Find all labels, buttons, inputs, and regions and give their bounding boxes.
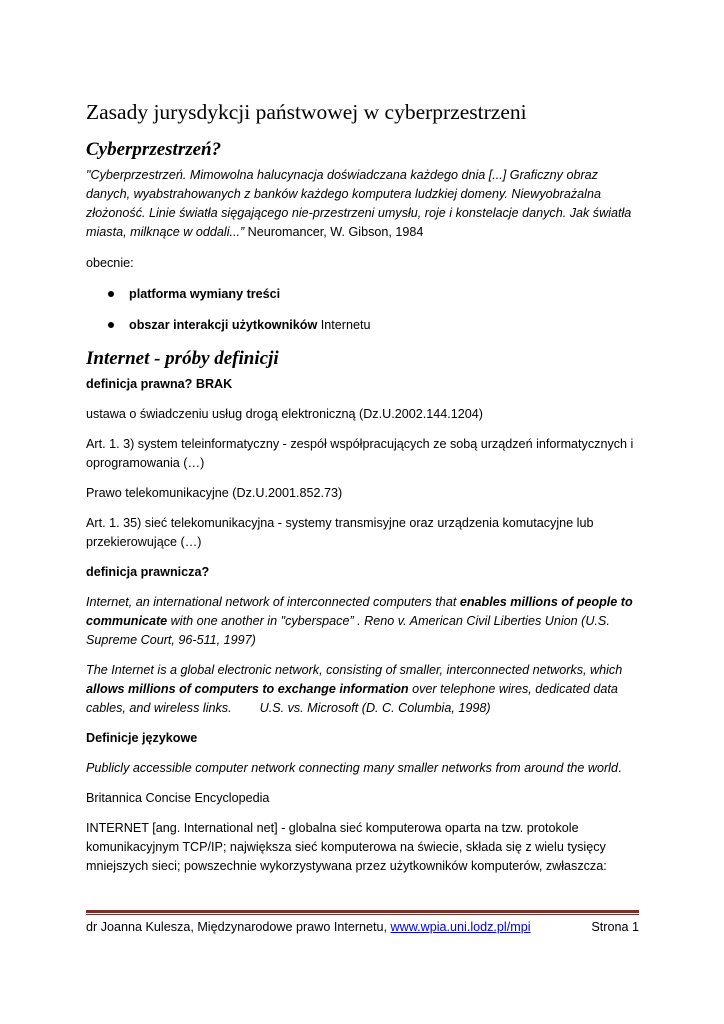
act1-title: ustawa o świadczeniu usług drogą elektroniczną (Dz.U.2002.144.1204) [86,407,483,421]
document-title: Zasady jurysdykcji państwowej w cyberprzestrzeni [86,100,527,124]
linguistic-definitions-label: Definicje językowe [86,731,198,745]
footer-rule [86,910,639,913]
case-microsoft-cite: U.S. vs. Microsoft (D. C. Columbia, 1998) [259,701,491,715]
case-microsoft-post: over telephone wires, dedicated data cables, and wireless links. [86,682,618,715]
legal-definition-label: definicja prawna? BRAK [86,377,233,391]
case-microsoft-pre: The Internet is a global electronic network, consisting of smaller, interconnected networks, which [86,663,623,677]
case-reno-paragraph [86,593,642,650]
bullet-list [86,285,642,335]
case-microsoft-paragraph [86,661,642,718]
gibson-quote-source: Neuromancer, W. Gibson, 1984 [244,225,424,239]
case-reno-pre: Internet, an international network of interconnected computers that [86,595,460,609]
document-body [86,98,642,876]
britannica-paragraph [86,759,642,778]
case-microsoft-bold: allows millions of computers to exchange information [86,682,409,696]
gibson-quote: "Cyberprzestrzeń. Mimowolna halucynacja doświadczana każdego dnia [...] Graficzny obraz danych, wyabstrahowanych z banków każdego komputera ludzkiej domeny. Niewyobrażalna złożoność. Linie światła sięgającego nie-przestrzeni umysłu, roje i konstelacje danych. Jak światła miasta, milknące w oddali...” [86,168,632,239]
act1-article: Art. 1. 3) system teleinformatyczny - zespół współpracujących ze sobą urządzeń informatycznych i oprogramowania (…) [86,437,634,470]
list-item-bold: obszar interakcji użytkowników [129,318,318,332]
page-number: Strona 1 [591,920,639,934]
bullet-icon [108,291,114,297]
currently-label: obecnie: [86,256,134,270]
britannica-period: . [617,761,622,775]
footer-author-text: dr Joanna Kulesza, Międzynarodowe prawo Internetu, [86,920,391,934]
list-item-bold: platforma wymiany treści [129,287,281,301]
bullet-icon [108,322,114,328]
list-item [86,316,642,335]
footer-link[interactable]: www.wpia.uni.lodz.pl/mpi [390,920,531,934]
case-reno-post: with one another in "cyberspace” . Reno v. American Civil Liberties Union (U.S. Supreme Court, 96-511, 1997) [86,614,610,647]
section-heading-internet-definitions: Internet - próby definicji [86,348,279,369]
britannica-source: Britannica Concise Encyclopedia [86,791,270,805]
britannica-quote: Publicly accessible computer network connecting many smaller networks from around the world [86,761,618,775]
polish-definition: INTERNET [ang. International net] - globalna sieć komputerowa oparta na tzw. protokole komunikacyjnym TCP/IP; największa sieć komputerowa na świecie, składa się z wielu tysięcy mniejszych sieci; powszechnie wykorzystywana przez użytkowników komputerów, zwłaszcza: [86,821,607,873]
case-reno-bold: enables millions of people to communicate [86,595,633,628]
act2-article: Art. 1. 35) sieć telekomunikacyjna - systemy transmisyjne oraz urządzenia komutacyjne lub przekierowujące (…) [86,516,594,549]
gibson-quote-paragraph [86,166,642,242]
footer-rule-thin [86,914,639,915]
jurisprudential-definition-label: definicja prawnicza? [86,565,210,579]
section-heading-cyberspace: Cyberprzestrzeń? [86,139,222,160]
list-item [86,285,642,304]
act2-title: Prawo telekomunikacyjne (Dz.U.2001.852.73) [86,486,343,500]
list-item-rest: Internetu [317,318,371,332]
footer-author [86,918,531,936]
